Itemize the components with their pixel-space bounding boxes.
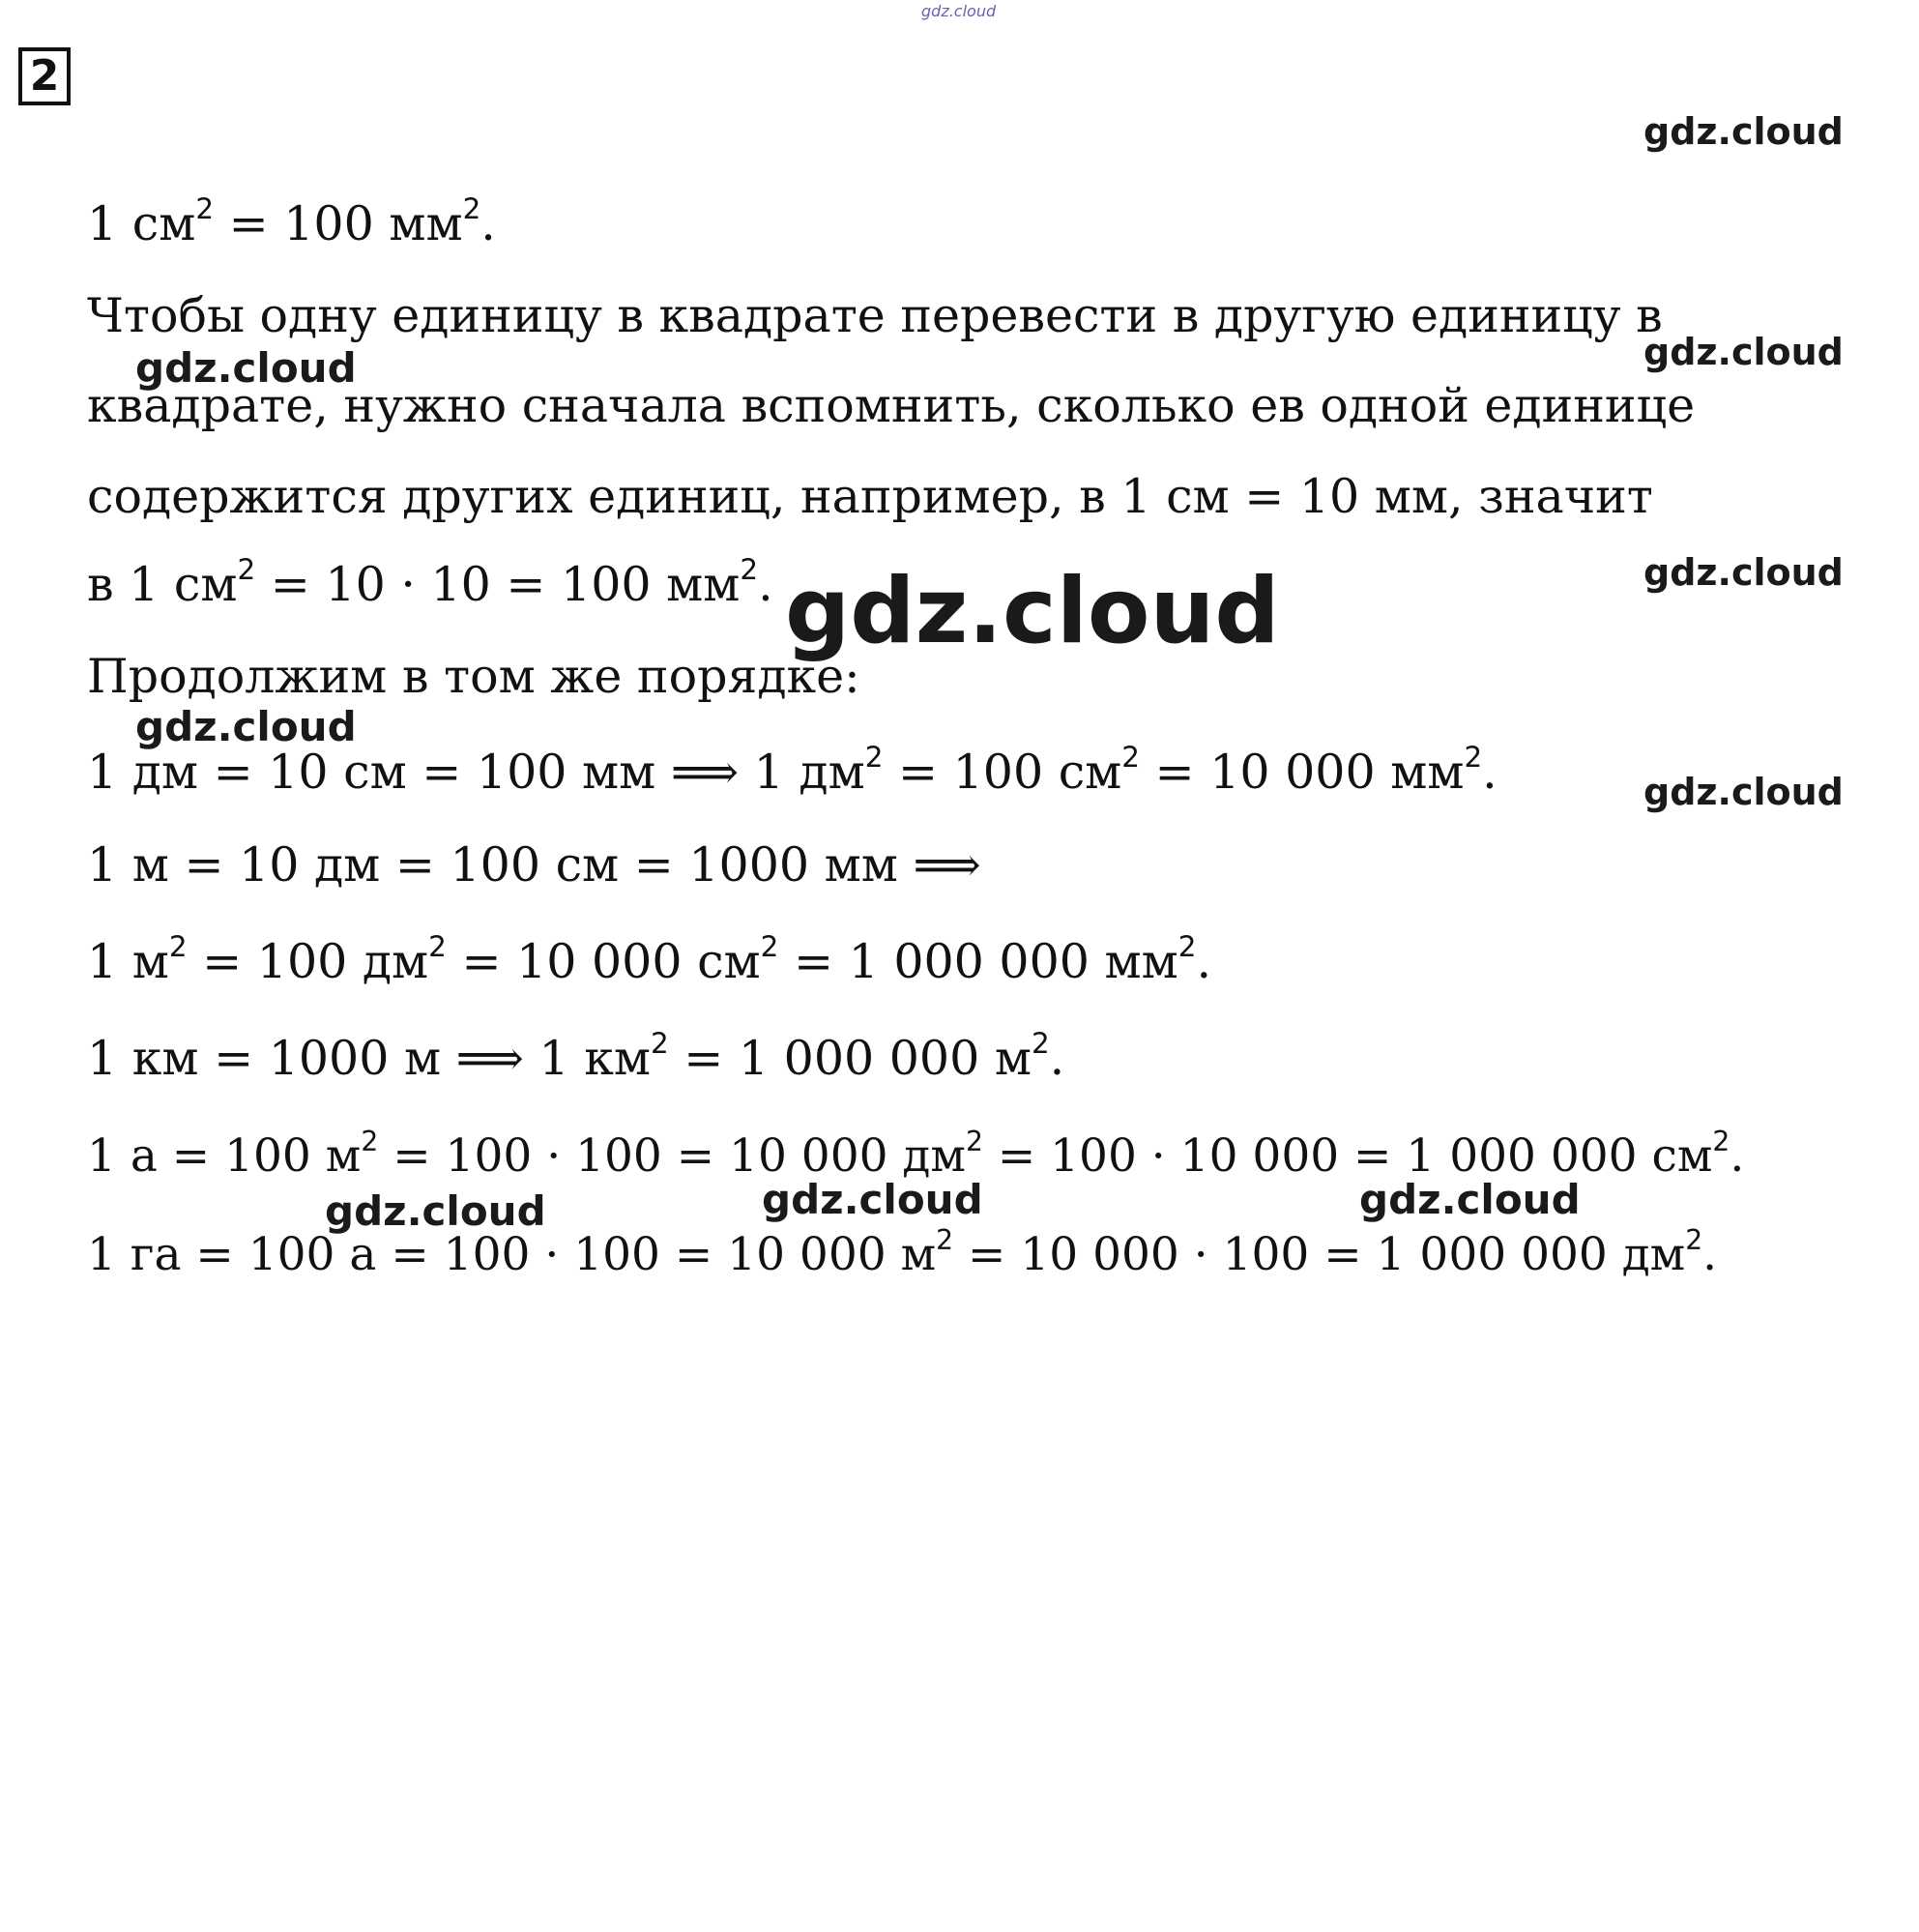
paragraph-line-2: квадрате, нужно сначала вспомнить, сколько ев одной единице [87, 378, 1696, 433]
watermark: gdz.cloud [1643, 771, 1844, 813]
paragraph-line-3: содержится других единиц, например, в 1 см = 10 мм, значит [87, 469, 1653, 524]
formula-line-1: 1 $см^2 = 100$ $мм^2$. [87, 191, 496, 251]
formula-line-ha: 1 га = 100 а = 100 · 100 = 10 000 $м^2 = 10$ 000 · 100 = 1 000 000 $дм^2$. [87, 1223, 1718, 1281]
watermark: gdz.cloud [1643, 551, 1844, 594]
task-number-box: 2 [18, 47, 71, 105]
watermark-top: gdz.cloud [921, 2, 997, 20]
watermark-large: gdz.cloud [785, 559, 1280, 664]
watermark: gdz.cloud [1359, 1176, 1581, 1223]
paragraph-line-continue: Продолжим в том же порядке: [87, 649, 860, 704]
paragraph-line-1: Чтобы одну единицу в квадрате перевести в другую единицу в [87, 288, 1663, 343]
formula-line-dm: 1 дм = 10 см = 100 мм ⟹ 1 $дм^2 = 100$ $см^2 = 10$ 000 $мм^2$. [87, 740, 1497, 800]
watermark: gdz.cloud [762, 1176, 983, 1223]
formula-line-ar: 1 а = 100 $м^2 = 100 \cdot 100 = 10$ 000 $дм^2 = 100 \cdot 10$ 000 = 1 000 000 $см^2$. [87, 1125, 1745, 1183]
watermark: gdz.cloud [325, 1187, 546, 1235]
watermark: gdz.cloud [135, 344, 357, 392]
formula-line-km: 1 км = 1000 м ⟹ 1 $км^2 = 1$ 000 000 $м^2$. [87, 1026, 1065, 1086]
watermark: gdz.cloud [1643, 110, 1844, 153]
formula-line-m2: 1 $м^2 = 100$ $дм^2 = 10$ 000 $см^2 = 1$ 000 000 $мм^2$. [87, 929, 1212, 989]
formula-line-m: 1 м = 10 дм = 100 см = 1000 мм ⟹ [87, 837, 981, 893]
watermark: gdz.cloud [1643, 331, 1844, 373]
watermark: gdz.cloud [135, 703, 357, 750]
formula-line-5: в 1 $см^2 = 10 \cdot 10 = 100$ $мм^2$. [87, 552, 773, 612]
